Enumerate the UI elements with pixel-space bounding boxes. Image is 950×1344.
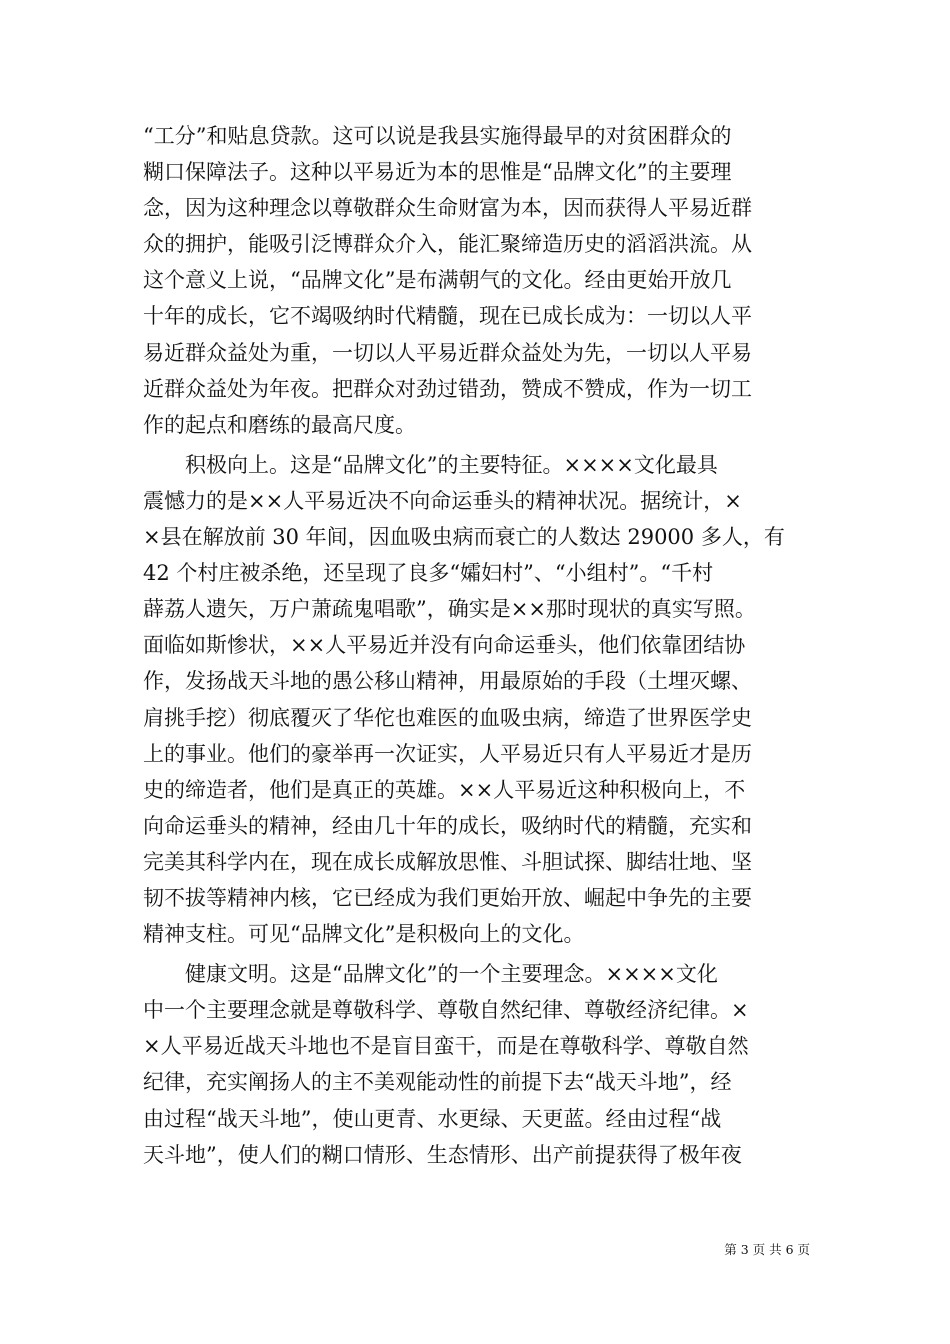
text-line: 韧不拔等精神内核，它已经成为我们更始开放、崛起中争先的主要	[143, 885, 752, 910]
text-line: 念，因为这种理念以尊敬群众生命财富为本，因而获得人平易近群	[143, 196, 752, 221]
paragraph	[143, 447, 823, 952]
paragraph	[143, 956, 823, 1173]
text-line: 由过程“战天斗地”，使山更青、水更绿、天更蓝。经由过程“战	[143, 1106, 722, 1131]
text-line: 向命运垂头的精神，经由几十年的成长，吸纳时代的精髓，充实和	[143, 813, 752, 838]
text-line: ×人平易近战天斗地也不是盲目蛮干，而是在尊敬科学、尊敬自然	[143, 1034, 749, 1059]
text-line: 这个意义上说，“品牌文化”是布满朝气的文化。经由更始开放几	[143, 268, 732, 293]
text-line: 纪律，充实阐扬人的主不美观能动性的前提下去“战天斗地”，经	[143, 1070, 732, 1095]
text-line: 中一个主要理念就是尊敬科学、尊敬自然纪律、尊敬经济纪律。×	[143, 998, 749, 1023]
text-line: 天斗地”，使人们的糊口情形、生态情形、出产前提获得了极年夜	[143, 1142, 742, 1167]
text-line: “工分”和贴息贷款。这可以说是我县实施得最早的对贫困群众的	[143, 124, 732, 148]
text-line: 作的起点和磨练的最高尺度。	[143, 412, 416, 437]
page-number-footer: 第 3 页 共 6 页	[724, 1242, 810, 1257]
text-line: 积极向上。这是“品牌文化”的主要特征。××××文化最具	[143, 452, 718, 477]
text-line: 十年的成长，它不竭吸纳时代精髓，现在已成长成为：一切以人平	[143, 304, 752, 329]
text-line: 精神支柱。可见“品牌文化”是积极向上的文化。	[143, 922, 585, 947]
text-line: 健康文明。这是“品牌文化”的一个主要理念。××××文化	[143, 962, 718, 987]
text-line: 史的缔造者，他们是真正的英雄。××人平易近这种积极向上，不	[143, 777, 746, 802]
text-line: 众的拥护，能吸引泛博群众介入，能汇聚缔造历史的滔滔洪流。从	[143, 232, 752, 257]
text-line: 近群众益处为年夜。把群众对劲过错劲，赞成不赞成，作为一切工	[143, 376, 752, 401]
text-line: 易近群众益处为重，一切以人平易近群众益处为先，一切以人平易	[143, 340, 752, 365]
text-line: 糊口保障法子。这种以平易近为本的思惟是“品牌文化”的主要理	[143, 160, 732, 185]
text-line: 面临如斯惨状，××人平易近并没有向命运垂头，他们依靠团结协	[143, 633, 746, 658]
text-line: 薜荔人遗矢，万户萧疏鬼唱歌”，确实是××那时现状的真实写照。	[143, 597, 756, 622]
document-body	[143, 118, 823, 1173]
text-line: 作，发扬战天斗地的愚公移山精神，用最原始的手段（土埋灭螺、	[143, 669, 752, 694]
text-line: 完美其科学内在，现在成长成解放思惟、斗胆试探、脚结壮地、坚	[143, 849, 752, 874]
text-line: 上的事业。他们的豪举再一次证实，人平易近只有人平易近才是历	[143, 741, 752, 766]
text-line: 震憾力的是××人平易近决不向命运垂头的精神状况。据统计，×	[143, 488, 742, 513]
paragraph	[143, 118, 823, 443]
text-line: 肩挑手挖）彻底覆灭了华佗也难医的血吸虫病，缔造了世界医学史	[143, 705, 752, 730]
text-line: 42 个村庄被杀绝，还呈现了良多“孀妇村”、“小组村”。“千村	[143, 561, 714, 586]
text-line: ×县在解放前 30 年间，因血吸虫病而衰亡的人数达 29000 多人，有	[143, 525, 785, 550]
